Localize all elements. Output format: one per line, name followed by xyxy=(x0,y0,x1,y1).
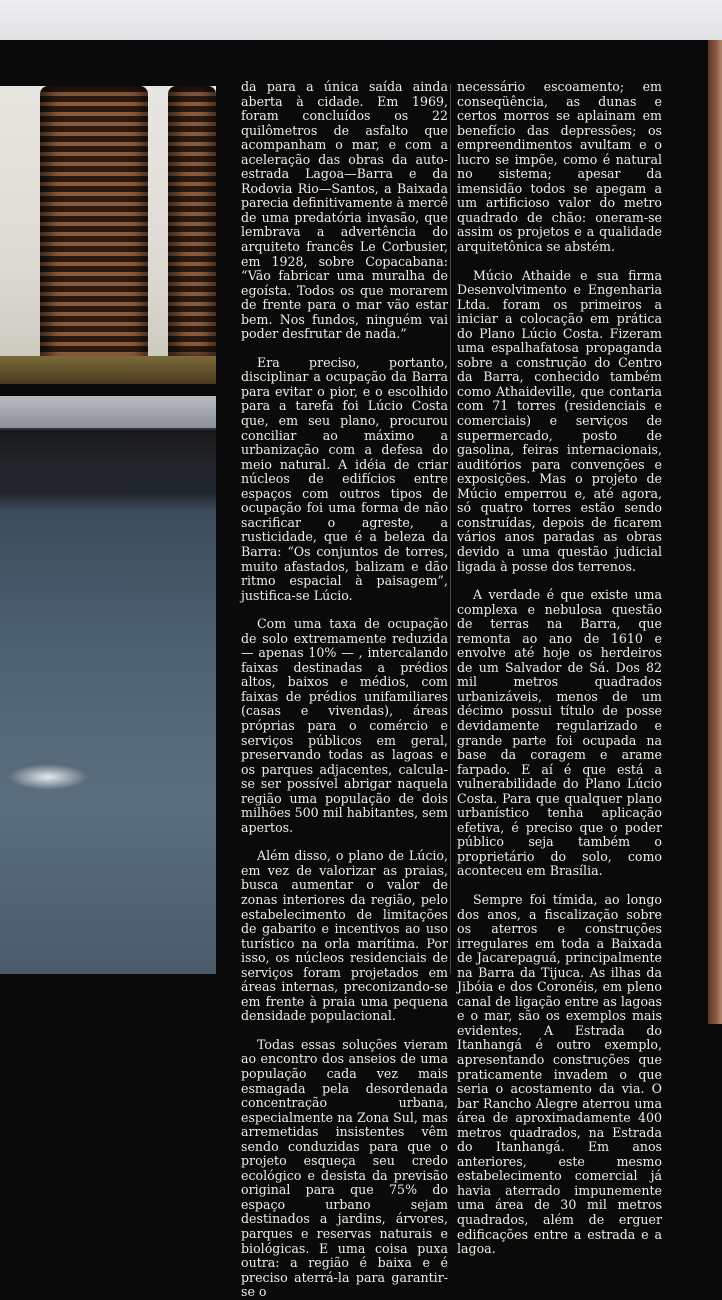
paragraph: necessário escoamento; em conseqüência, as dunas e certos morros se aplainam em benefício das depressões; os empreendimentos avultam e o lucro se impõe, como é natural no sistema; apesar da imensidão todos se apegam a um artificioso valor do metro quadrado de chão: oneram-se assim os projetos e a qualidade arquitetônica se abstém. xyxy=(457,79,662,255)
paragraph: Além disso, o plano de Lúcio, em vez de valorizar as praias, busca aumentar o valor de zonas interiores da região, pelo estabelecimento de limitações de gabarito e incentivos ao uso turístico na orla marítima. Por isso, os núcleos residenciais de serviços foram projetados em áreas internas, preconizando-se em frente à praia uma pequena densidade populacional. xyxy=(241,848,448,1024)
page-top-margin xyxy=(0,0,722,40)
photo-lagoon xyxy=(0,396,216,974)
paragraph: Múcio Athaide e sua firma Desenvolvimento e Engenharia Ltda. foram os primeiros a iniciar a colocação em prática do Plano Lúcio Costa. Fizeram uma espalhafatosa propaganda sobre a construção do Centro da Barra, conhecido também como Athaideville, que contaria com 71 torres (residenciais e comerciais) e serviços de supermercado, posto de gasolina, feiras internacionais, auditórios para convenções e exposições. Mas o projeto de Múcio emperrou e, até agora, só quatro torres estão sendo construídas, depois de ficarem vários anos paradas as obras devido a uma questão judicial ligada à posse dos terrenos. xyxy=(457,267,662,574)
paragraph: Com uma taxa de ocupação de solo extremamente reduzida — apenas 10% — , intercalando faixas destinadas a prédios altos, baixos e médios, com faixas de prédios unifamiliares (casas e vivendas), áreas próprias para o comércio e serviços públicos em geral, preservando todas as lagoas e os parques adjacentes, calcula-se ser possível abrigar naquela região uma população de dois milhões 500 mil habitantes, sem apertos. xyxy=(241,616,448,835)
photo-shore xyxy=(0,396,216,428)
tower-right xyxy=(168,86,216,356)
paragraph: Sempre foi tímida, ao longo dos anos, a fiscalização sobre os aterros e construções irregulares em toda a Baixada de Jacarepaguá, principalmente na Barra da Tijuca. As ilhas da Jibóia e dos Coronéis, em pleno canal de ligação entre as lagoas e o mar, são os exemplos mais evidentes. A Estrada do Itanhangá é outro exemplo, apresentando construções que praticamente invadem o que seria o acostamento da via. O bar Rancho Alegre aterrou uma área de aproximadamente 400 metros quadrados, na Estrada do Itanhangá. Em anos anteriores, este mesmo estabelecimento comercial já havia aterrado impunemente uma área de 30 mil metros quadrados, além de erguer edificações entre a estrada e a lagoa. xyxy=(457,891,662,1257)
tower-left xyxy=(40,86,148,364)
column-divider xyxy=(450,84,451,974)
photo-ground xyxy=(0,356,216,384)
photo-towers xyxy=(0,86,216,384)
photo-glint xyxy=(8,764,88,790)
paragraph: Todas essas soluções vieram ao encontro dos anseios de uma população cada vez mais esmagada pela desordenada concentração urbana, especialmente na Zona Sul, mas arremetidas insistentes vêm sendo conduzidas para que o projeto esqueça seu credo ecológico e desista da previsão original para que 75% do espaço urbano sejam destinados a jardins, árvores, parques e reservas naturais e biológicas. E uma coisa puxa outra: a região é baixa e é preciso aterrá-la para garantir-se o xyxy=(241,1036,448,1300)
paragraph: Era preciso, portanto, disciplinar a ocupação da Barra para evitar o pior, e o escolhido para a tarefa foi Lúcio Costa que, em seu plano, procurou conciliar ao máximo a urbanização com a defesa do meio natural. A idéia de criar núcleos de edifícios entre espaços com outros tipos de ocupação foi uma forma de não sacrificar o agreste, a rusticidade, que é a beleza da Barra: “Os conjuntos de torres, muito afastados, balizam e dão ritmo espacial à paisagem”, justifica-se Lúcio. xyxy=(241,354,448,603)
article-column-right xyxy=(457,80,662,1257)
paragraph: A verdade é que existe uma complexa e nebulosa questão de terras na Barra, que remonta ao ano de 1610 e envolve até hoje os herdeiros de um Salvador de Sá. Dos 82 mil metros quadrados urbanizáveis, menos de um décimo possui título de posse devidamente regularizado e grande parte foi ocupada na base da coragem e arame farpado. E aí é que está a vulnerabilidade do Plano Lúcio Costa. Para que qualquer plano urbanístico tenha aplicação efetiva, é preciso que o poder público seja também o proprietário do solo, como aconteceu em Brasília. xyxy=(457,587,662,879)
photo-reflection xyxy=(0,430,216,490)
paragraph: da para a única saída ainda aberta à cidade. Em 1969, foram concluídos os 22 quilômetros de asfalto que acompanham o mar, e com a aceleração das obras da auto-estrada Lagoa—Barra e da Rodovia Rio—Santos, a Baixada parecia definitivamente à mercê de uma predatória invasão, que lembrava a advertência do arquiteto francês Le Corbusier, em 1928, sobre Copacabana: “Vão fabricar uma muralha de egoísta. Todos os que morarem de frente para o mar vão estar bem. Nos fundos, ninguém vai poder desfrutar de nada.” xyxy=(241,79,448,342)
article-column-left xyxy=(241,80,448,1300)
page-edge xyxy=(708,40,722,1024)
